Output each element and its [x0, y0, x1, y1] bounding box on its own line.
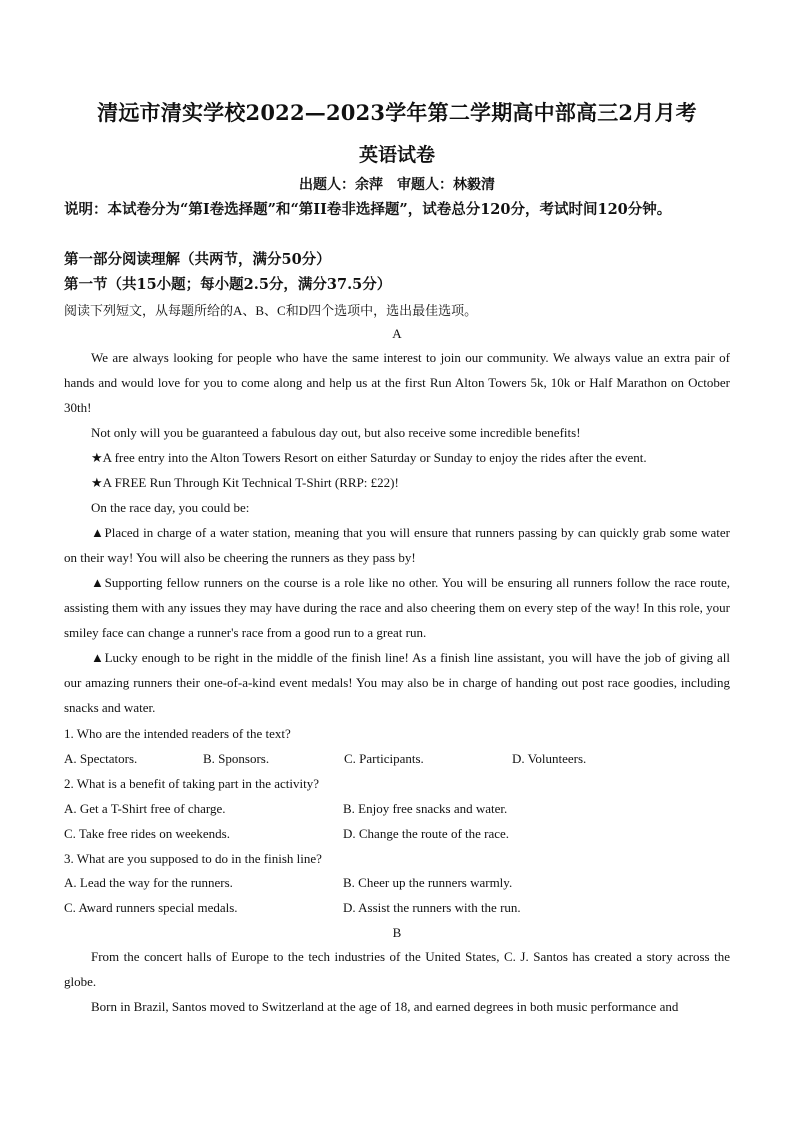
exam-authors: 出题人：余萍 审题人：林毅清 [299, 177, 495, 193]
question-3-option-d[interactable]: D. Assist the runners with the run. [343, 900, 521, 915]
passage-a-p5: On the race day, you could be: [91, 500, 250, 515]
question-1-option-c[interactable]: C. Participants. [344, 751, 424, 766]
question-1-option-d[interactable]: D. Volunteers. [512, 751, 587, 766]
section1-heading: 第一节（共15小题；每小题2.5分，满分37.5分） [64, 276, 392, 293]
question-2-option-c[interactable]: C. Take free rides on weekends. [64, 826, 230, 841]
passage-a-p4: ★A FREE Run Through Kit Technical T-Shirt (RRP: £22)! [91, 475, 399, 490]
part1-heading: 第一部分阅读理解（共两节，满分50分） [64, 251, 331, 268]
question-3-option-a[interactable]: A. Lead the way for the runners. [64, 875, 233, 890]
exam-note: 说明：本试卷分为“第Ⅰ卷选择题”和“第II卷非选择题”，试卷总分120分，考试时间120分钟。 [64, 201, 672, 218]
question-1-option-a[interactable]: A. Spectators. [64, 751, 138, 766]
question-2-stem: 2. What is a benefit of taking part in the activity? [64, 776, 319, 791]
instruction: 阅读下列短文，从每题所给的A、B、C和D四个选项中，选出最佳选项。 [64, 303, 478, 318]
passage-a-p8: ▲Lucky enough to be right in the middle of the finish line! As a finish line assistant, you will have the job of giving all our amazing runners their one-of-a-kind event medals! You may also be in charge of handing out post race goodies, including snacks and water. [64, 650, 730, 715]
exam-subtitle: 英语试卷 [358, 144, 435, 166]
passage-b-p2: Born in Brazil, Santos moved to Switzerland at the age of 18, and earned degrees in both music performance and [91, 999, 679, 1014]
question-3-option-b[interactable]: B. Cheer up the runners warmly. [343, 875, 513, 890]
passage-b-p1: From the concert halls of Europe to the tech industries of the United States, C. J. Santos has created a story across the globe. [64, 949, 730, 989]
question-2-option-d[interactable]: D. Change the route of the race. [343, 826, 510, 841]
question-2-option-a[interactable]: A. Get a T-Shirt free of charge. [64, 801, 226, 816]
question-3-option-c[interactable]: C. Award runners special medals. [64, 900, 238, 915]
passage-a-p1: We are always looking for people who have the same interest to join our community. We always value an extra pair of hands and would love for you to come along and help us at the first Run Alton Towers 5k, 10k or Half Marathon on October 30th! [64, 350, 730, 415]
passage-a-p6: ▲Placed in charge of a water station, meaning that you will ensure that runners passing by can quickly grab some water on their way! You will also be cheering the runners as they pass by! [64, 525, 730, 565]
passage-a-p7: ▲Supporting fellow runners on the course is a role like no other. You will be ensuring all runners follow the race route, assisting them with any issues they may have during the race and also cheering them on every step of the way! In this role, your smiley face can change a runner's race from a good run to a great run. [64, 575, 730, 640]
question-1-stem: 1. Who are the intended readers of the text? [64, 726, 291, 741]
passage-a-p2: Not only will you be guaranteed a fabulous day out, but also receive some incredible benefits! [91, 425, 581, 440]
question-3-stem: 3. What are you supposed to do in the finish line? [64, 851, 322, 866]
passage-a-letter: A [392, 326, 402, 341]
exam-title: 清远市清实学校2022—2023学年第二学期高中部高三2月月考 [97, 100, 697, 125]
passage-b-letter: B [392, 925, 402, 940]
question-2-option-b[interactable]: B. Enjoy free snacks and water. [343, 801, 508, 816]
question-1-option-b[interactable]: B. Sponsors. [203, 751, 270, 766]
passage-a-p3: ★A free entry into the Alton Towers Resort on either Saturday or Sunday to enjoy the rides after the event. [91, 450, 647, 465]
